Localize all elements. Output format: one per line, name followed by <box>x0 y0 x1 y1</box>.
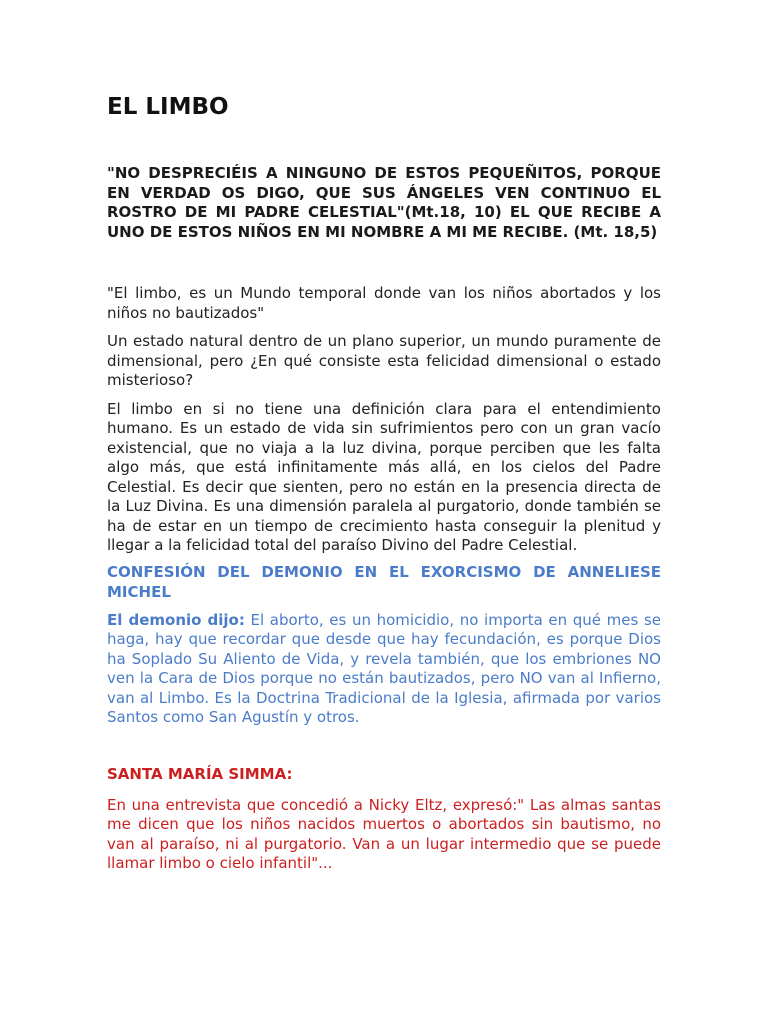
confession-lead: El demonio dijo: <box>107 610 245 629</box>
simma-paragraph: En una entrevista que concedió a Nicky Eltz, expresó:" Las almas santas me dicen que los niños nacidos muertos o abortados sin bautismo, no van al paraíso, ni al purgatorio. Van a un lugar intermedio que se puede llamar limbo o cielo infantil"... <box>107 795 661 872</box>
paragraph-limbo-definition: "El limbo, es un Mundo temporal donde van los niños abortados y los niños no bautizados" <box>107 284 661 322</box>
confession-heading: CONFESIÓN DEL DEMONIO EN EL EXORCISMO DE ANNELIESE MICHEL <box>107 562 661 601</box>
paragraph-natural-state: Un estado natural dentro de un plano superior, un mundo puramente de dimensional, pero ¿En qué consiste esta felicidad dimensional o estado misterioso? <box>107 332 661 389</box>
simma-heading: SANTA MARÍA SIMMA: <box>107 764 293 783</box>
document-title: EL LIMBO <box>107 94 229 120</box>
paragraph-limbo-explanation: El limbo en si no tiene una definición clara para el entendimiento humano. Es un estado de vida sin sufrimientos pero con un gran vacío existencial, que no viaja a la luz divina, porque perciben que les falta algo más, que está infinitamente más allá, en los cielos del Padre Celestial. Es decir que sienten, pero no están en la presencia directa de la Luz Divina. Es una dimensión paralela al purgatorio, donde también se ha de estar en un tiempo de crecimiento hasta conseguir la plenitud y llegar a la felicidad total del paraíso Divino del Padre Celestial. <box>107 399 661 554</box>
confession-paragraph <box>107 611 661 728</box>
confession-text: El aborto, es un homicidio, no importa en qué mes se haga, hay que recordar que desde que hay fecundación, es porque Dios ha Soplado Su Aliento de Vida, y revela también, que los embriones NO ven la Cara de Dios porque no están bautizados, pero NO van al Infierno, van al Limbo. Es la Doctrina Tradicional de la Iglesia, afirmada por varios Santos como San Agustín y otros. <box>107 610 661 726</box>
scripture-quote: "NO DESPRECIÉIS A NINGUNO DE ESTOS PEQUEÑITOS, PORQUE EN VERDAD OS DIGO, QUE SUS ÁNGELES VEN CONTINUO EL ROSTRO DE MI PADRE CELESTIAL"(Mt.18, 10) EL QUE RECIBE A UNO DE ESTOS NIÑOS EN MI NOMBRE A MI ME RECIBE. (Mt. 18,5) <box>107 164 661 241</box>
